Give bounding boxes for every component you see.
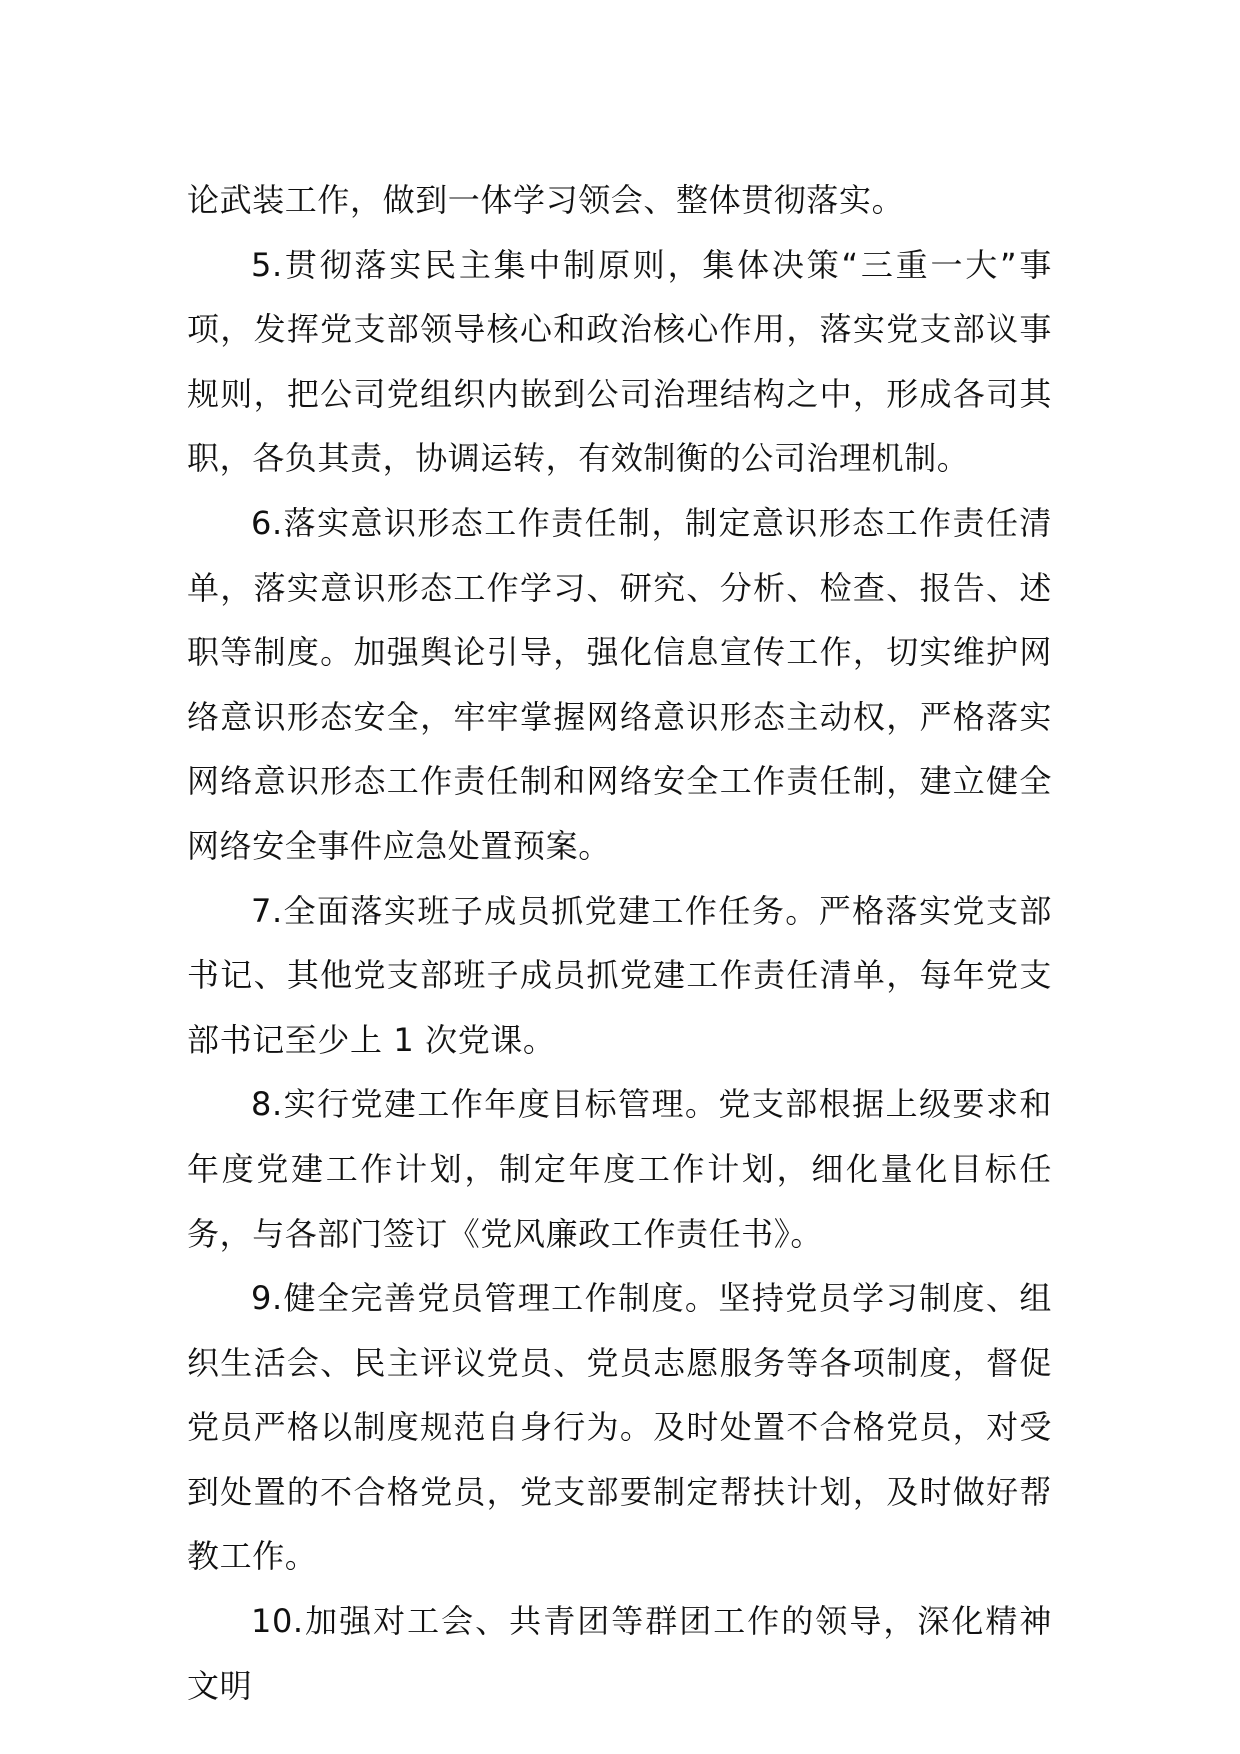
paragraph-item-5: 5.贯彻落实民主集中制原则，集体决策“三重一大”事项，发挥党支部领导核心和政治核心作用，落实党支部议事规则，把公司党组织内嵌到公司治理结构之中，形成各司其职，各负其责，协调运转，有效制衡的公司治理机制。 xyxy=(187,245,1052,478)
paragraph-item-10: 10.加强对工会、共青团等群团工作的领导，深化精神文明 xyxy=(187,1602,1052,1705)
paragraph-continuation: 论武装工作，做到一体学习领会、整体贯彻落实。 xyxy=(187,181,905,219)
document-body xyxy=(187,168,1052,1718)
paragraph-item-6: 6.落实意识形态工作责任制，制定意识形态工作责任清单，落实意识形态工作学习、研究、分析、检查、报告、述职等制度。加强舆论引导，强化信息宣传工作，切实维护网络意识形态安全，牢牢掌握网络意识形态主动权，严格落实网络意识形态工作责任制和网络安全工作责任制，建立健全网络安全事件应急处置预案。 xyxy=(187,503,1052,865)
paragraph-item-8: 8.实行党建工作年度目标管理。党支部根据上级要求和年度党建工作计划，制定年度工作计划，细化量化目标任务，与各部门签订《党风廉政工作责任书》。 xyxy=(187,1085,1052,1253)
paragraph-item-7: 7.全面落实班子成员抓党建工作任务。严格落实党支部书记、其他党支部班子成员抓党建工作责任清单，每年党支部书记至少上 1 次党课。 xyxy=(187,891,1052,1059)
paragraph-item-9: 9.健全完善党员管理工作制度。坚持党员学习制度、组织生活会、民主评议党员、党员志愿服务等各项制度，督促党员严格以制度规范自身行为。及时处置不合格党员，对受到处置的不合格党员，党支部要制定帮扶计划，及时做好帮教工作。 xyxy=(187,1279,1052,1576)
